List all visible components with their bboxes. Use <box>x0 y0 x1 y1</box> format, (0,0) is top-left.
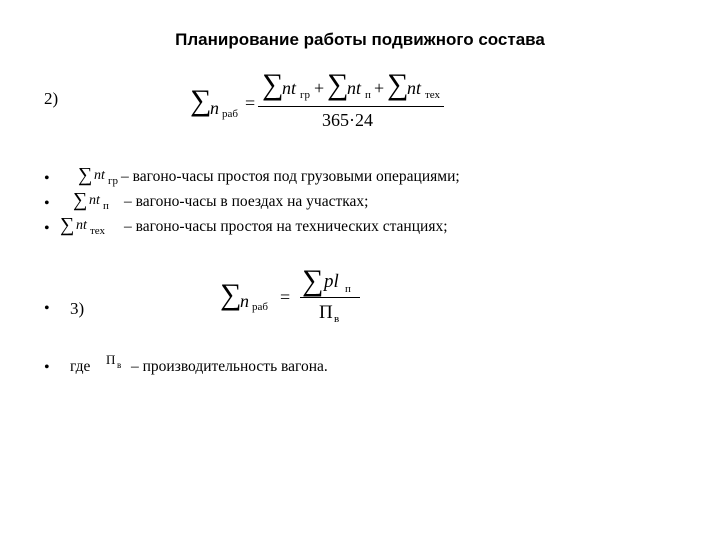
bullet-icon: • <box>44 220 50 237</box>
where-prefix: где <box>70 358 91 375</box>
definition-variable: nt <box>76 218 87 233</box>
formula-2-number: 2) <box>44 89 59 108</box>
definition-subscript: тех <box>90 225 106 237</box>
definition-text: – вагоно-часы простоя на технических станциях; <box>124 218 448 235</box>
sum-symbol: ∑ <box>78 164 93 186</box>
denominator: 365·24 <box>322 110 373 130</box>
sum-symbol: ∑ <box>302 264 324 297</box>
numerator-subscript: п <box>345 283 351 295</box>
sum-symbol: ∑ <box>190 84 212 117</box>
plus-sign: + <box>374 78 385 98</box>
sum-symbol: ∑ <box>387 68 409 101</box>
numerator-term: pl <box>324 271 339 292</box>
numerator-subscript: тех <box>425 89 441 101</box>
bullet-icon: • <box>44 195 50 212</box>
numerator-subscript: п <box>365 89 371 101</box>
sum-symbol: ∑ <box>220 278 242 311</box>
numerator-term: nt <box>347 78 362 98</box>
definition-variable: nt <box>89 193 100 208</box>
denominator-subscript: в <box>334 313 340 325</box>
definition-subscript: п <box>103 200 109 212</box>
lhs-subscript: раб <box>222 108 238 120</box>
fraction-bar <box>258 106 444 107</box>
where-text: – производительность вагона. <box>131 358 328 375</box>
sum-symbol: ∑ <box>262 68 284 101</box>
lhs-variable: n <box>240 291 249 311</box>
numerator-term: nt <box>407 78 422 98</box>
bullet-icon: • <box>44 300 50 317</box>
sum-symbol: ∑ <box>73 189 88 211</box>
equals-sign: = <box>245 93 256 113</box>
denominator: П <box>319 302 333 323</box>
lhs-variable: n <box>210 98 219 118</box>
numerator-subscript: гр <box>300 89 311 101</box>
fraction-bar <box>300 297 360 298</box>
definition-text: – вагоно-часы простоя под грузовыми операциями; <box>121 168 460 185</box>
lhs-subscript: раб <box>252 301 268 313</box>
bullet-icon: • <box>44 170 50 187</box>
where-symbol-subscript: в <box>117 360 122 370</box>
definition-text: – вагоно-часы в поездах на участках; <box>124 193 369 210</box>
sum-symbol: ∑ <box>327 68 349 101</box>
bullet-icon: • <box>44 359 50 376</box>
sum-symbol: ∑ <box>60 214 75 236</box>
plus-sign: + <box>314 78 325 98</box>
where-symbol: П <box>106 352 116 367</box>
equals-sign: = <box>280 287 291 307</box>
definition-subscript: гр <box>108 175 119 187</box>
numerator-term: nt <box>282 78 297 98</box>
formula-3-number: 3) <box>70 299 85 318</box>
definition-variable: nt <box>94 168 105 183</box>
slide-title: Планирование работы подвижного состава <box>175 30 545 49</box>
